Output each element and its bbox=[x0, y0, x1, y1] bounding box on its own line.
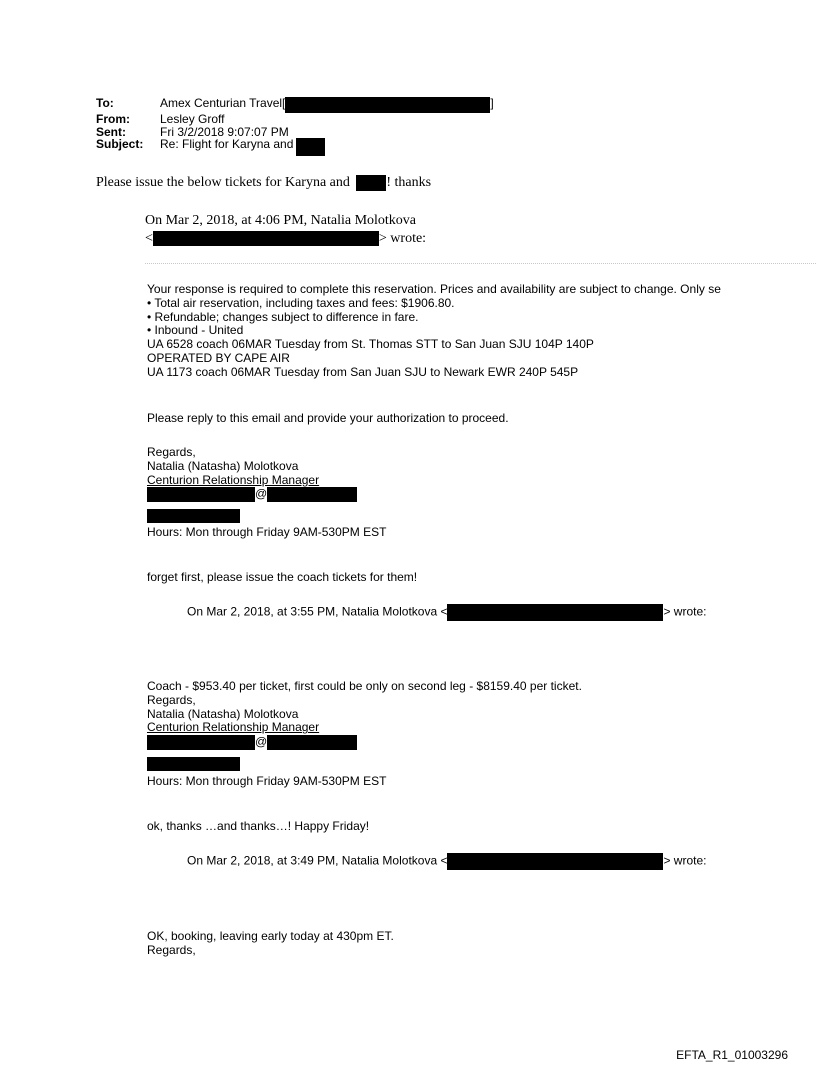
quote-line: On Mar 2, 2018, at 4:06 PM, Natalia Molotkova bbox=[145, 213, 417, 228]
redaction-box bbox=[285, 97, 490, 113]
booking-message bbox=[147, 930, 394, 958]
from-label: From: bbox=[96, 112, 130, 126]
redaction-box bbox=[296, 138, 325, 156]
details-line: OPERATED BY CAPE AIR bbox=[147, 350, 290, 365]
email-header bbox=[96, 97, 494, 156]
quote-suffix: > wrote: bbox=[663, 604, 707, 619]
subject-value: Re: Flight for Karyna and bbox=[160, 137, 294, 151]
sent-label: Sent: bbox=[96, 124, 126, 139]
message-text: ok, thanks …and thanks…! Happy Friday! bbox=[147, 819, 370, 833]
email-at: @ bbox=[255, 487, 268, 502]
subject-row bbox=[96, 138, 494, 156]
redaction-box bbox=[147, 487, 255, 502]
signature-hours: Hours: Mon through Friday 9AM-530PM EST bbox=[147, 525, 387, 539]
subject-label: Subject: bbox=[96, 137, 144, 151]
quote-email-line bbox=[145, 230, 426, 248]
signature-email bbox=[147, 735, 582, 750]
details-line: • Total air reservation, including taxes and fees: $1906.80. bbox=[147, 295, 455, 310]
quote-prefix: On Mar 2, 2018, at 3:55 PM, Natalia Molotkova < bbox=[187, 604, 448, 619]
email-at: @ bbox=[255, 734, 268, 749]
reservation-details bbox=[147, 283, 721, 380]
intro-line bbox=[96, 175, 431, 191]
signature-email bbox=[147, 487, 357, 502]
bates-number: EFTA_R1_01003296 bbox=[676, 1048, 788, 1062]
quote-header bbox=[187, 853, 707, 870]
details-line: Your response is required to complete this reservation. Prices and availability are subject to change. Only se bbox=[147, 282, 721, 296]
sent-row bbox=[96, 126, 494, 139]
to-suffix: ] bbox=[490, 96, 494, 110]
intro-text: Please issue the below tickets for Karyna and bbox=[96, 175, 350, 191]
signature-name: Natalia (Natasha) Molotkova bbox=[147, 706, 299, 721]
price-message bbox=[147, 680, 582, 750]
divider bbox=[145, 263, 816, 264]
price-line: Coach - $953.40 per ticket, first could be only on second leg - $8159.40 per ticket. bbox=[147, 679, 582, 693]
message-text: OK, booking, leaving early today at 430pm ET. bbox=[147, 929, 394, 943]
signature bbox=[147, 446, 357, 502]
to-value: Amex Centurian Travel[ bbox=[160, 96, 286, 110]
sent-value: Fri 3/2/2018 9:07:07 PM bbox=[160, 124, 289, 139]
redaction-box bbox=[267, 735, 357, 750]
redaction-box bbox=[147, 757, 240, 771]
redaction-box bbox=[153, 231, 379, 246]
quote-header bbox=[187, 604, 707, 621]
signature-regards: Regards, bbox=[147, 692, 196, 707]
signature-hours: Hours: Mon through Friday 9AM-530PM EST bbox=[147, 774, 387, 788]
redaction-box bbox=[447, 604, 663, 621]
message-text: forget first, please issue the coach tickets for them! bbox=[147, 570, 418, 584]
redaction-box bbox=[267, 487, 357, 502]
redaction-box bbox=[147, 735, 255, 750]
redaction-box bbox=[356, 175, 386, 191]
to-row bbox=[96, 97, 494, 113]
from-row bbox=[96, 113, 494, 126]
signature-title: Centurion Relationship Manager bbox=[147, 720, 320, 735]
redaction-box bbox=[147, 509, 240, 523]
quote-suffix: > wrote: bbox=[663, 853, 707, 868]
quote-open: < bbox=[145, 231, 153, 246]
details-line: UA 1173 coach 06MAR Tuesday from San Juan SJU to Newark EWR 240P 545P bbox=[147, 364, 579, 379]
reply-request: Please reply to this email and provide your authorization to proceed. bbox=[147, 411, 509, 425]
quote-header bbox=[145, 212, 426, 248]
details-line: • Refundable; changes subject to difference in fare. bbox=[147, 309, 419, 324]
signature-regards: Regards, bbox=[147, 942, 196, 957]
signature-title: Centurion Relationship Manager bbox=[147, 472, 320, 487]
signature-name: Natalia (Natasha) Molotkova bbox=[147, 458, 299, 473]
details-line: • Inbound - United bbox=[147, 323, 244, 338]
redaction-box bbox=[447, 853, 663, 870]
signature-regards: Regards, bbox=[147, 445, 196, 459]
quote-close: > wrote: bbox=[378, 231, 427, 246]
quote-prefix: On Mar 2, 2018, at 3:49 PM, Natalia Molotkova < bbox=[187, 853, 448, 868]
details-line: UA 6528 coach 06MAR Tuesday from St. Thomas STT to San Juan SJU 104P 140P bbox=[147, 337, 594, 352]
to-label: To: bbox=[96, 96, 114, 110]
intro-text-end: ! thanks bbox=[386, 175, 432, 191]
from-value: Lesley Groff bbox=[160, 112, 225, 126]
